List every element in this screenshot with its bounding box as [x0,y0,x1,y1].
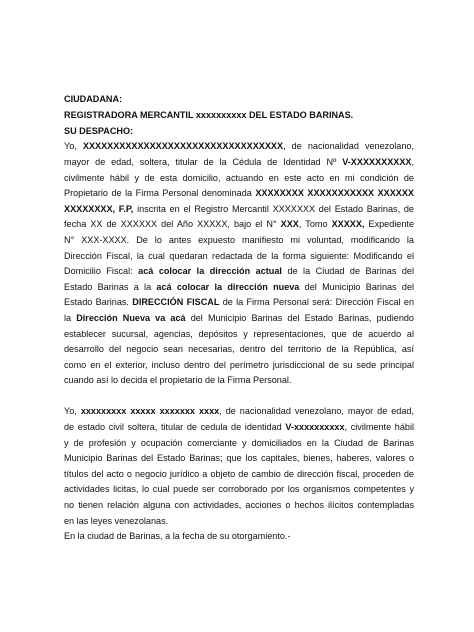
paragraph-line: en las leyes venezolanas. [64,515,169,526]
paragraph-line: no tienen relación alguna con actividades, acciones o hechos ilícitos contempladas [64,500,414,511]
salutation: SU DESPACHO: [64,125,134,136]
paragraph-line: Yo, xxxxxxxxx xxxxx xxxxxxx xxxx, de nacionalidad venezolano, mayor de edad, [64,406,414,417]
paragraph-line: como en el exterior, incluso dentro del perímetro jurisdiccional de su sede principal [64,359,414,370]
paragraph-line: Propietario de la Firma Personal denominada XXXXXXXX XXXXXXXXXXX XXXXXX [64,188,414,199]
paragraph-line: fecha XX de XXXXXX del Año XXXXX, bajo el N° XXX, Tomo XXXXX, Expediente [64,219,415,230]
paragraph-line: Estado Barinas. DIRECCIÓN FISCAL de la Firma Personal será: Dirección Fiscal en [64,297,414,308]
paragraph-line: Estado Barinas a la acá colocar la dirección nueva del Municipio Barinas del [64,281,415,292]
paragraph-line: títulos del acto o negocio jurídico a objeto de cambio de dirección fiscal, proceden de [64,468,414,479]
paragraph-line: civilmente hábil y de esta domicilio, actuando en este acto en mi condición de [64,172,414,183]
addressee-title: CIUDADANA: [64,94,123,104]
paragraph-spacer [64,389,414,405]
paragraph-line: actividades licitas, lo cual puede ser corroborado por los organismos competentes y [64,484,414,495]
closing-line: En la ciudad de Barinas, a la fecha de su otorgamiento.- [64,531,291,542]
paragraph-declaration [64,139,414,389]
paragraph-line: Dirección Fiscal, la cual quedaran redactada de la forma siguiente: Modificando el [64,250,414,261]
paragraph-line: Yo, XXXXXXXXXXXXXXXXXXXXXXXXXXXXXXXXX, de nacionalidad venezolano, [64,141,415,152]
paragraph-line: desarrollo del negocio sean necesarias, dentro del territorio de la República, así [64,344,414,355]
paragraph-line: Municipio Barinas del Estado Barinas; que los capitales, bienes, haberes, valores o [64,453,414,464]
addressee-office: REGISTRADORA MERCANTIL xxxxxxxxxx DEL ESTADO BARINAS. [64,109,354,120]
paragraph-line: de estado civil soltera, titular de cedula de identidad V-xxxxxxxxxx, civilmente hábil [64,422,414,433]
paragraph-line: y de profesión y ocupación comerciante y domiciliados en la Ciudad de Barinas [64,437,414,448]
document-body [64,92,414,545]
paragraph-line: N° XXX-XXXX. De lo antes expuesto manifiesto mi voluntad, modificando la [64,234,414,245]
paragraph-line: XXXXXXXX, F.P, inscrita en el Registro Mercantil XXXXXXX del Estado Barinas, de [64,203,414,214]
paragraph-line: cuando así lo decida el propietario de la Firma Personal. [64,375,292,386]
paragraph-line: establecer sucursal, agencias, depósitos y representaciones, que de acuerdo al [64,328,414,339]
paragraph-line: mayor de edad, soltera, titular de la Cédula de Identidad Nº V-XXXXXXXXXX, [64,156,414,167]
paragraph-sworn-statement [64,404,414,529]
paragraph-line: la Dirección Nueva va acá del Municipio Barinas del Estado Barinas, pudiendo [64,312,414,323]
paragraph-line: Domicilio Fiscal: acá colocar la dirección actual de la Ciudad de Barinas del [64,266,415,277]
